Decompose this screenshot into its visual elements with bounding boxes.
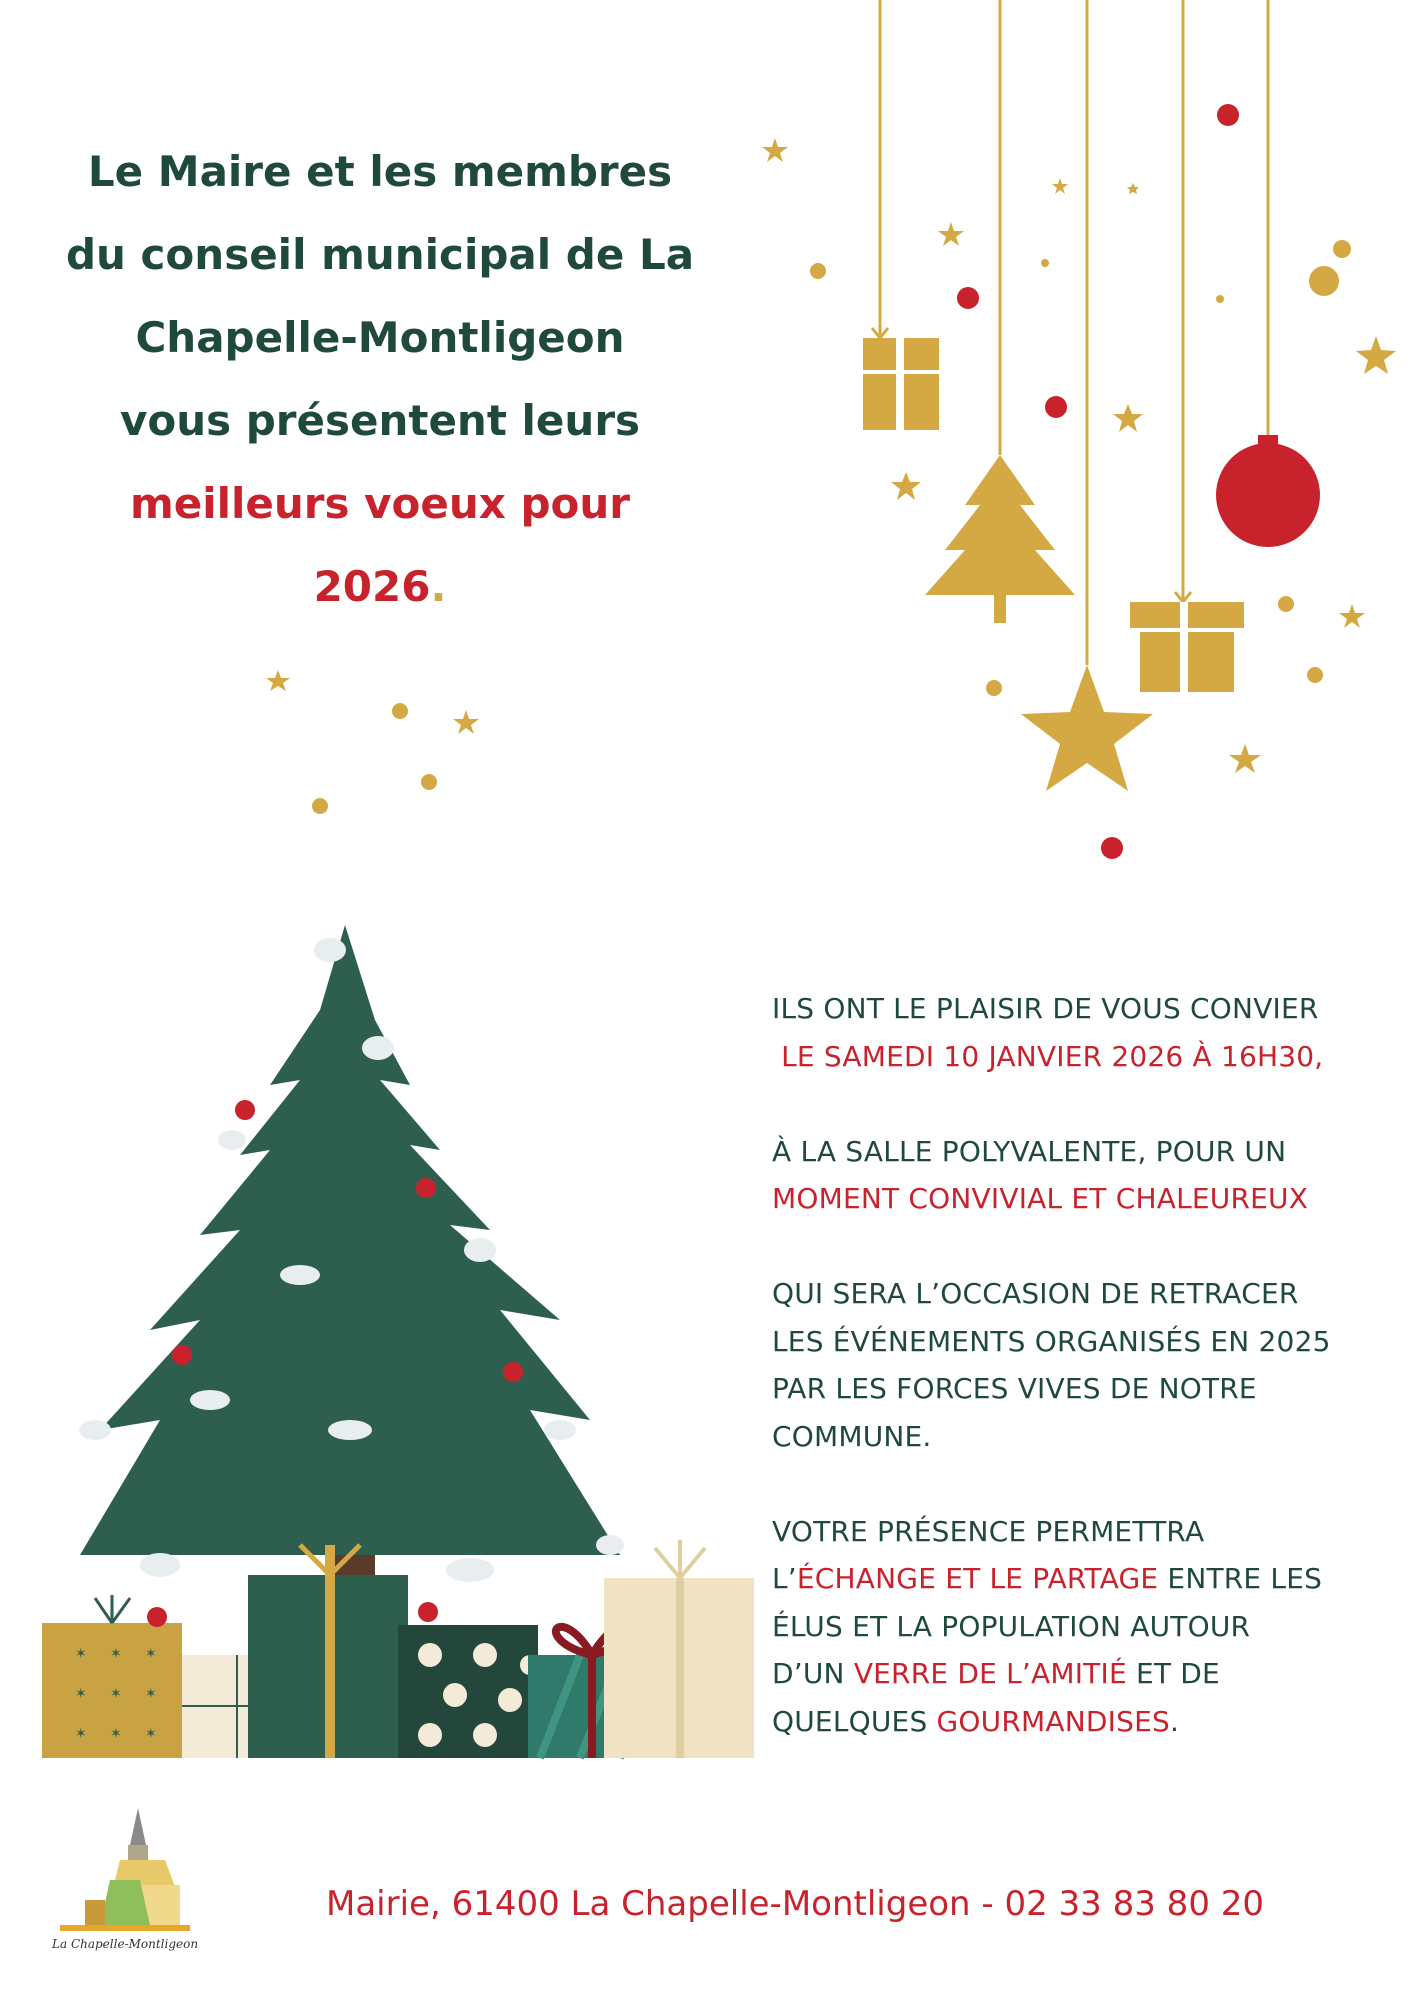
hanging-gift-icon (863, 328, 939, 430)
invitation-block (772, 985, 1392, 1745)
greeting-line-4: vous présentent leurs (119, 396, 641, 445)
highlight-drink: VERRE DE L’AMITIÉ (853, 1657, 1127, 1690)
greeting-dot: . (430, 562, 447, 611)
svg-text:✶: ✶ (145, 1646, 157, 1662)
greeting-line-2: du conseil municipal de La (65, 230, 695, 279)
text-segment: QUELQUES (772, 1704, 937, 1738)
greeting-line-6 (40, 545, 720, 628)
village-logo (60, 1808, 190, 1931)
svg-text:✶: ✶ (110, 1646, 122, 1662)
invite-p4-line-2 (772, 1555, 1392, 1603)
invite-p3-line-1: QUI SERA L’OCCASION DE RETRACER (772, 1277, 1299, 1310)
svg-text:✶: ✶ (75, 1646, 87, 1662)
invite-p4-line-5 (772, 1698, 1392, 1746)
red-bauble-icon (1216, 435, 1320, 547)
invite-p1-line-2 (772, 1033, 1392, 1081)
text-segment: L’ (772, 1562, 797, 1595)
greeting-year: 2026 (313, 562, 431, 611)
hanging-star-icon (1021, 665, 1153, 791)
highlight-treats: GOURMANDISES (936, 1704, 1170, 1738)
svg-text:✶: ✶ (145, 1726, 157, 1742)
svg-text:✶: ✶ (110, 1726, 122, 1742)
logo-caption: La Chapelle-Montligeon (52, 1937, 199, 1951)
greeting-line-3: Chapelle-Montligeon (135, 313, 625, 362)
invite-date: LE SAMEDI 10 JANVIER 2026 À 16H30, (781, 1039, 1324, 1073)
spacer (772, 1460, 1392, 1508)
hanging-gift-icon (1130, 592, 1244, 692)
spacer (772, 1080, 1392, 1128)
invite-p4-line-4 (772, 1650, 1392, 1698)
invite-p4-line-3: ÉLUS ET LA POPULATION AUTOUR (772, 1609, 1251, 1643)
text-segment: D’UN (772, 1657, 854, 1690)
invite-p1-line-1: ILS ONT LE PLAISIR DE VOUS CONVIER (772, 992, 1319, 1025)
spacer (772, 1223, 1392, 1271)
hanging-strings (880, 0, 1268, 665)
invite-p3-line-3: PAR LES FORCES VIVES DE NOTRE (772, 1372, 1257, 1405)
invite-p2-line-2: MOMENT CONVIVIAL ET CHALEUREUX (772, 1182, 1309, 1215)
invite-p4-line-1: VOTRE PRÉSENCE PERMETTRA (772, 1514, 1205, 1548)
svg-text:✶: ✶ (110, 1686, 122, 1702)
invite-p3-line-4: COMMUNE. (772, 1419, 932, 1453)
svg-text:✶: ✶ (75, 1686, 87, 1702)
text-segment: . (1169, 1704, 1180, 1738)
greeting-line-1: Le Maire et les membres (87, 147, 673, 196)
text-segment: ENTRE LES (1158, 1562, 1323, 1595)
christmas-tree-illustration (79, 925, 624, 1630)
hanging-tree-icon (925, 455, 1075, 623)
greeting-line-5: meilleurs voeux pour (129, 479, 631, 528)
invite-p3-line-2: LES ÉVÉNEMENTS ORGANISÉS EN 2025 (772, 1324, 1331, 1358)
highlight-exchange: ÉCHANGE ET LE PARTAGE (796, 1562, 1159, 1595)
greeting-block (40, 130, 720, 628)
invite-p2-line-1: À LA SALLE POLYVALENTE, POUR UN (772, 1134, 1287, 1168)
svg-text:✶: ✶ (145, 1686, 157, 1702)
footer-contact: Mairie, 61400 La Chapelle-Montligeon - 02 33 83 80 20 (326, 1884, 1265, 1924)
text-segment: ET DE (1126, 1657, 1220, 1690)
svg-text:✶: ✶ (75, 1726, 87, 1742)
